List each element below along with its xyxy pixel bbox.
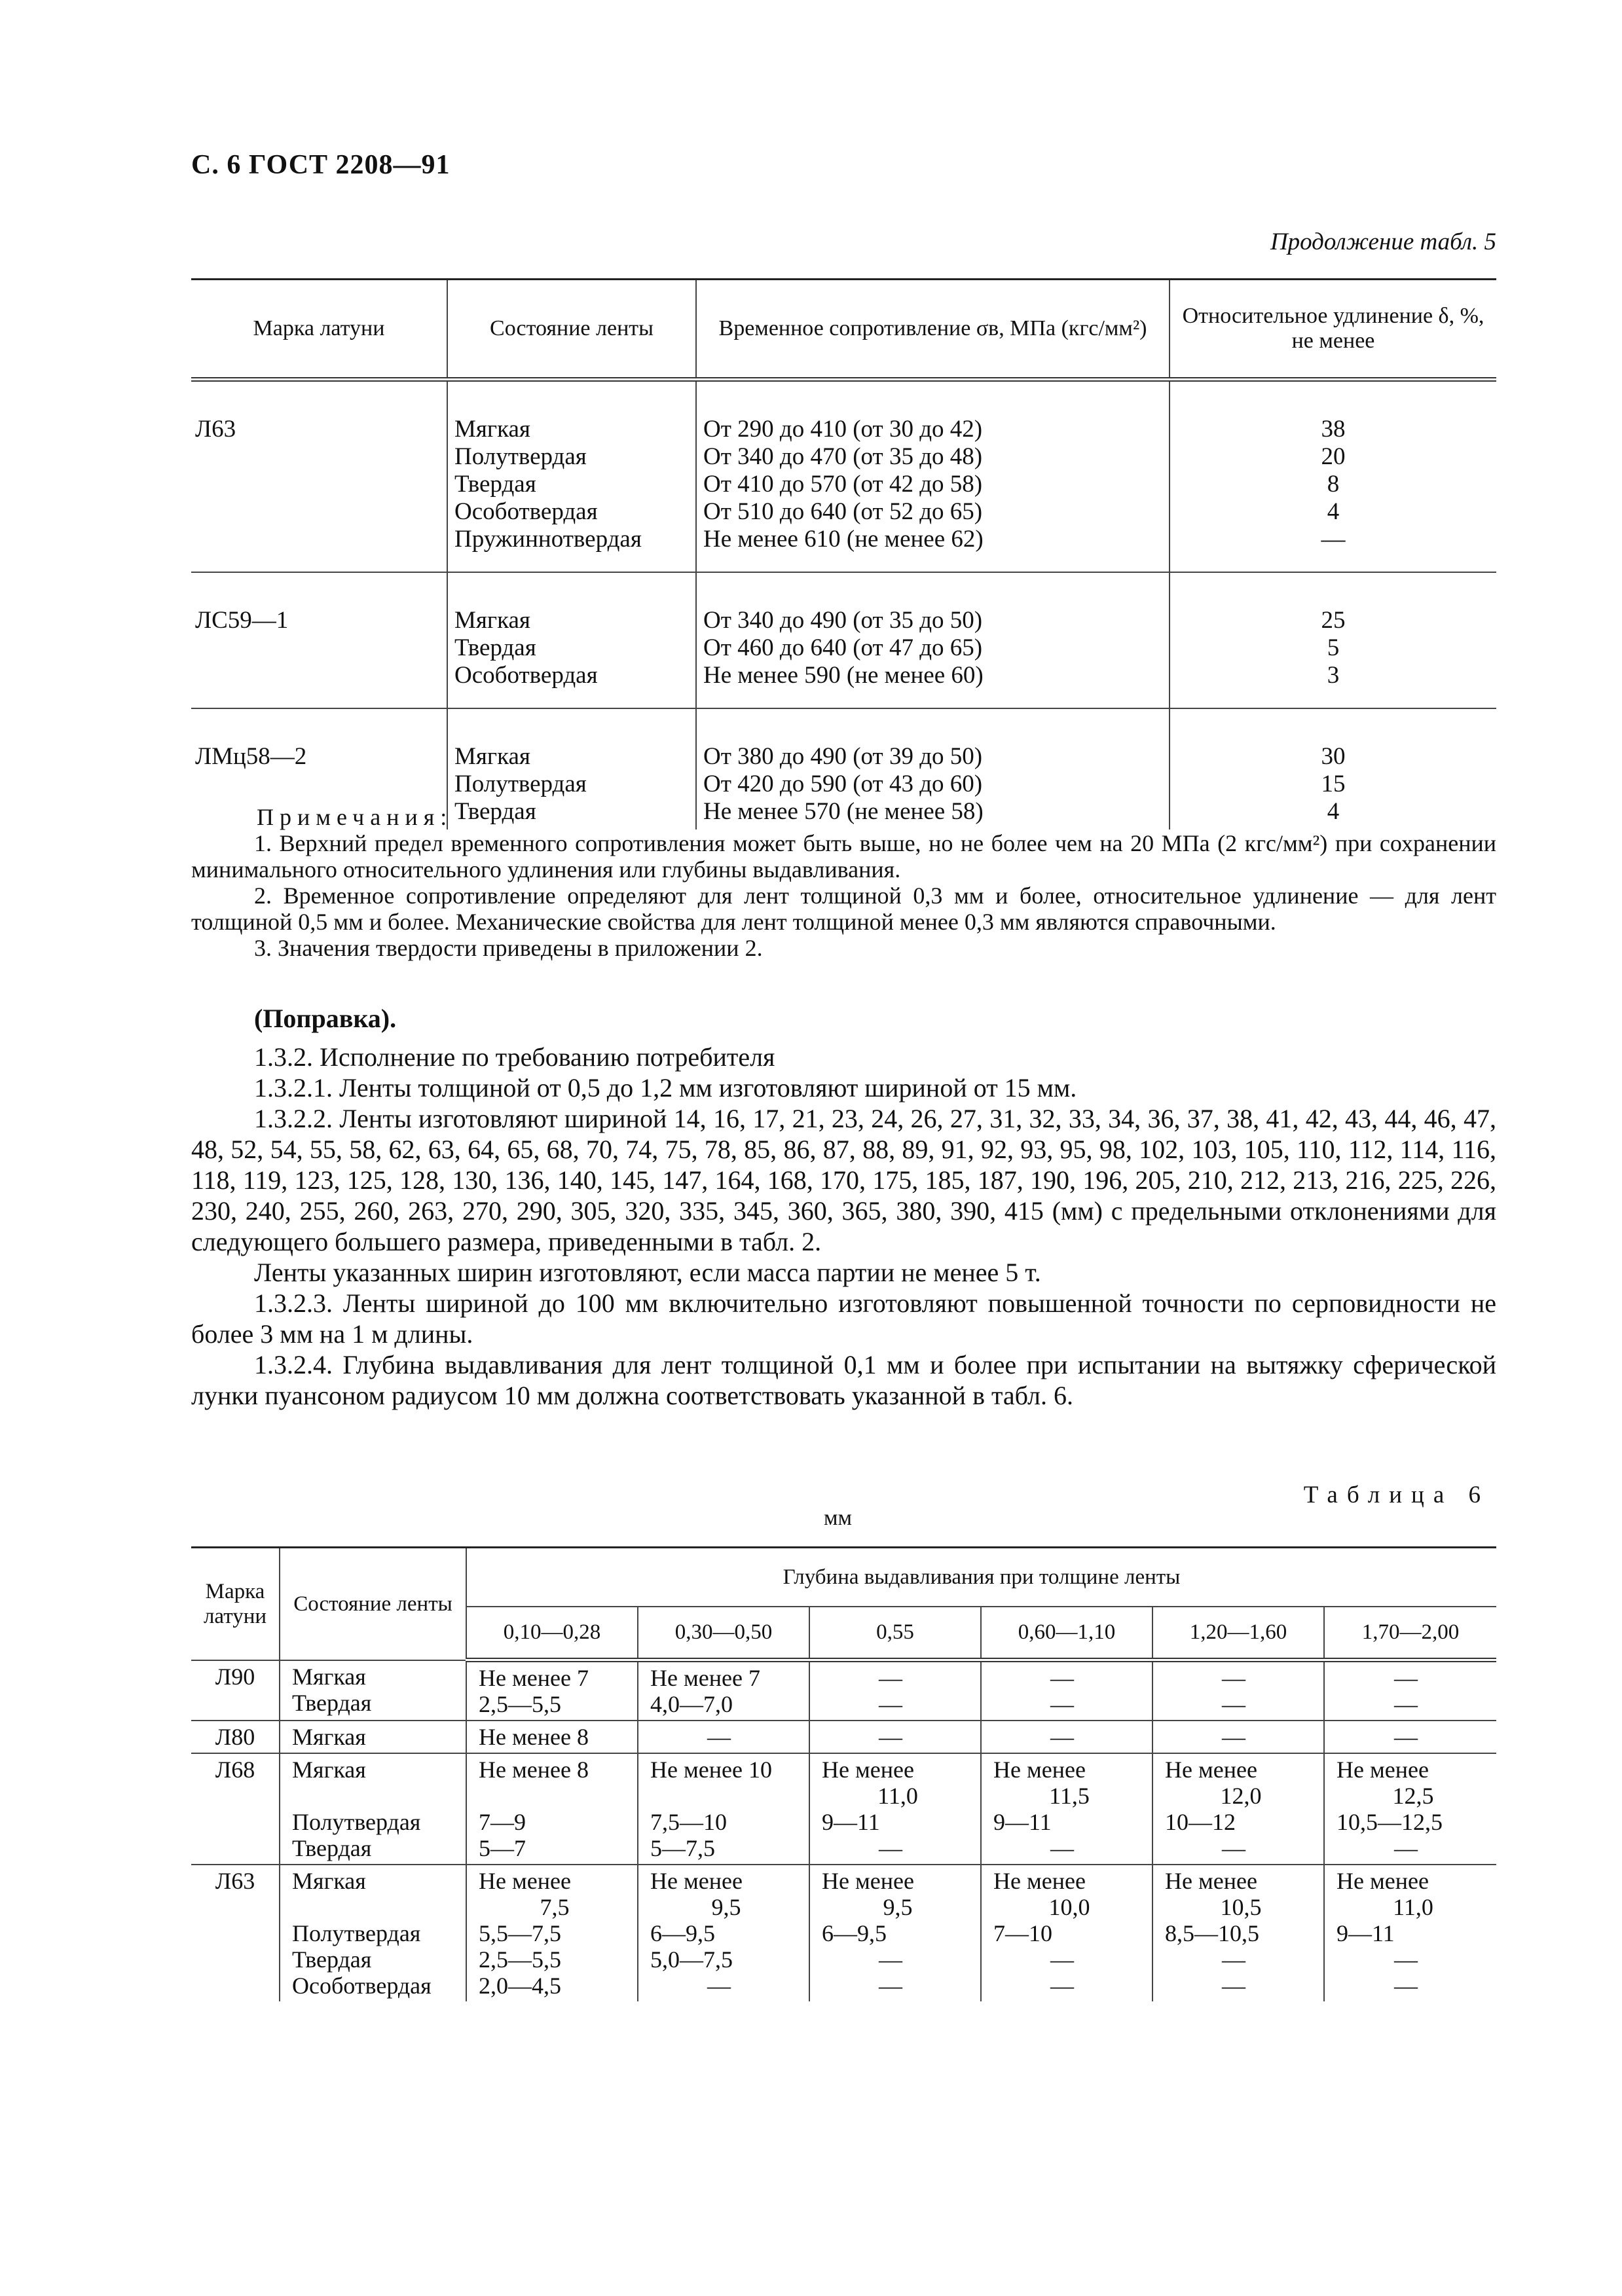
- note-item: 3. Значения твердости приведены в приложении 2.: [254, 935, 763, 961]
- notes-section: [191, 804, 1496, 961]
- depth-cell: —: [1222, 1691, 1245, 1717]
- depth-cell: 2,5—5,5: [479, 1691, 561, 1717]
- elongation-cell: 25: [1321, 607, 1346, 634]
- state-cell: Твердая: [292, 1689, 372, 1716]
- state-cell: Особотвердая: [454, 498, 598, 525]
- depth-cell: 2,5—5,5: [479, 1946, 561, 1973]
- strength-cell: От 380 до 490 (от 39 до 50): [703, 743, 983, 770]
- state-cell: Пружиннотвердая: [454, 526, 642, 553]
- header-grade: Марка латуни: [191, 280, 448, 377]
- depth-cell: 7,5: [540, 1894, 570, 1920]
- strength-cell: Не менее 590 (не менее 60): [703, 662, 984, 689]
- depth-cell: —: [1222, 1946, 1245, 1973]
- strength-cell: От 340 до 490 (от 35 до 50): [703, 607, 983, 634]
- depth-cell: —: [1050, 1691, 1074, 1717]
- table-6-unit: мм: [824, 1506, 853, 1530]
- depth-cell: —: [1050, 1946, 1074, 1973]
- depth-cell: 10,0: [1048, 1894, 1090, 1920]
- state-cell: Мягкая: [454, 743, 530, 770]
- paragraph: 1.3.2.2. Ленты изготовляют шириной 14, 16, 17, 21, 23, 24, 26, 27, 31, 32, 33, 34, 36, 37, 38, 41, 42, 43, 44, 46, 47, 48, 52, 54, 55, 58, 62, 63, 64, 65, 68, 70, 74, 75, 78, 85, 86, 87, 88, 89, 91, 92, 93, 95, 98, 102, 103, 105, 110, 112, 114, 116, 118, 119, 123, 125, 128, 130, 136, 140, 145, 147, 164, 168, 170, 175, 185, 187, 190, 196, 205, 210, 212, 213, 216, 225, 226, 230, 240, 255, 260, 263, 270, 290, 305, 320, 335, 345, 360, 365, 380, 390, 415 (мм) с предельными отклонениями для следующего большего размера, приведенными в табл. 2.: [191, 1104, 1496, 1256]
- depth-cell: 6—9,5: [822, 1920, 887, 1946]
- depth-cell: 5,0—7,5: [650, 1946, 733, 1973]
- elongation-cell: 15: [1321, 771, 1346, 797]
- depth-cell: Не менее: [650, 1868, 743, 1894]
- strength-cell: От 510 до 640 (от 52 до 65): [703, 498, 983, 525]
- grade-cell: ЛМц58—2: [195, 743, 307, 770]
- grade-cell: ЛС59—1: [195, 607, 289, 634]
- header-state: Состояние ленты: [280, 1548, 466, 1660]
- table-6: [191, 1546, 1496, 2001]
- depth-cell: 11,0: [1393, 1894, 1433, 1920]
- elongation-cell: 38: [1321, 416, 1346, 443]
- depth-cell: 7—10: [993, 1920, 1052, 1946]
- note-item: 1. Верхний предел временного сопротивления может быть выше, но не более чем на 20 МПа (2 кгс/мм²) при сохранении минимального относительного удлинения или глубины выдавливания.: [191, 830, 1496, 883]
- depth-cell: 8,5—10,5: [1165, 1920, 1259, 1946]
- page-header: С. 6 ГОСТ 2208—91: [191, 150, 451, 180]
- paragraph: 1.3.2.4. Глубина выдавливания для лент толщиной 0,1 мм и более при испытании на вытяжку сферической лунки пуансоном радиусом 10 мм должна соответствовать указанной в табл. 6.: [191, 1350, 1496, 1410]
- notes-title: Примечания:: [257, 804, 453, 830]
- elongation-cell: 5: [1327, 634, 1340, 661]
- depth-cell: 11,0: [877, 1783, 918, 1809]
- depth-cell: Не менее: [822, 1757, 914, 1783]
- depth-cell: Не менее 10: [650, 1757, 772, 1783]
- state-cell: Твердая: [292, 1946, 372, 1973]
- depth-cell: 7,5—10: [650, 1809, 727, 1835]
- header-thickness: 0,60—1,10: [981, 1607, 1152, 1660]
- header-thickness: 1,20—1,60: [1152, 1607, 1324, 1660]
- depth-cell: —: [879, 1835, 902, 1861]
- depth-cell: Не менее: [1336, 1757, 1429, 1783]
- depth-cell: —: [879, 1973, 902, 1999]
- state-cell: Мягкая: [454, 416, 530, 443]
- state-cell: Твердая: [454, 471, 536, 498]
- depth-cell: —: [879, 1665, 902, 1691]
- depth-cell: 10—12: [1165, 1809, 1236, 1835]
- note-item: 2. Временное сопротивление определяют для лент толщиной 0,3 мм и более, относительное удлинение — для лент толщиной 0,5 мм и более. Механические свойства для лент толщиной менее 0,3 мм являются справочными.: [191, 883, 1496, 935]
- depth-cell: 2,0—4,5: [479, 1973, 561, 1999]
- depth-cell: —: [707, 1973, 731, 1999]
- paragraph: Ленты указанных ширин изготовляют, если масса партии не менее 5 т.: [254, 1258, 1041, 1287]
- depth-cell: —: [879, 1946, 902, 1973]
- depth-cell: Не менее: [1336, 1868, 1429, 1894]
- strength-cell: От 460 до 640 (от 47 до 65): [703, 634, 983, 661]
- correction-note: (Поправка).: [254, 1004, 397, 1033]
- header-thickness: 1,70—2,00: [1324, 1607, 1496, 1660]
- state-cell: Мягкая: [454, 607, 530, 634]
- depth-cell: —: [1394, 1835, 1418, 1861]
- table-row: [191, 573, 1496, 709]
- depth-cell: 5—7: [479, 1835, 526, 1861]
- paragraph: 1.3.2.3. Ленты шириной до 100 мм включительно изготовляют повышенной точности по серповидности не более 3 мм на 1 м длины.: [191, 1288, 1496, 1349]
- grade-cell: Л80: [215, 1724, 255, 1750]
- state-cell: Полутвердая: [454, 443, 587, 470]
- header-thickness: 0,55: [809, 1607, 981, 1660]
- depth-cell: —: [1394, 1665, 1418, 1691]
- depth-cell: —: [879, 1724, 902, 1750]
- depth-cell: —: [1222, 1724, 1245, 1750]
- state-cell: Полутвердая: [454, 771, 587, 797]
- table-row: [191, 1660, 1496, 1721]
- state-cell: Мягкая: [292, 1663, 366, 1690]
- table-row: [191, 1865, 1496, 2001]
- depth-cell: —: [1394, 1946, 1418, 1973]
- depth-cell: 5—7,5: [650, 1835, 715, 1861]
- depth-cell: —: [1050, 1973, 1074, 1999]
- depth-cell: 12,5: [1392, 1783, 1434, 1809]
- state-cell: Мягкая: [292, 1868, 366, 1894]
- grade-cell: Л90: [215, 1663, 255, 1690]
- elongation-cell: —: [1321, 526, 1346, 553]
- state-cell: Полутвердая: [292, 1920, 421, 1946]
- table-row: [191, 1753, 1496, 1865]
- depth-cell: 9,5: [711, 1894, 741, 1920]
- depth-cell: 6—9,5: [650, 1920, 715, 1946]
- depth-cell: —: [1050, 1665, 1074, 1691]
- depth-cell: Не менее 8: [479, 1757, 589, 1783]
- paragraph: 1.3.2. Исполнение по требованию потребителя: [254, 1042, 775, 1072]
- header-strength: Временное сопротивление σв, МПа (кгс/мм²): [697, 280, 1170, 377]
- state-cell: Особотвердая: [454, 662, 598, 689]
- depth-cell: 5,5—7,5: [479, 1920, 561, 1946]
- table-continuation-label: Продолжение табл. 5: [1270, 228, 1496, 255]
- depth-cell: —: [1222, 1973, 1245, 1999]
- header-grade: Марка латуни: [191, 1548, 280, 1660]
- depth-cell: 9—11: [1336, 1920, 1395, 1946]
- strength-cell: От 420 до 590 (от 43 до 60): [703, 771, 983, 797]
- depth-cell: 11,5: [1049, 1783, 1090, 1809]
- strength-cell: От 340 до 470 (от 35 до 48): [703, 443, 983, 470]
- depth-cell: Не менее: [822, 1868, 914, 1894]
- elongation-cell: 8: [1327, 471, 1340, 498]
- depth-cell: 10,5—12,5: [1336, 1809, 1443, 1835]
- grade-cell: Л63: [195, 416, 236, 443]
- table-row: [191, 1721, 1496, 1753]
- table-6-title: Таблица 6: [1303, 1482, 1490, 1508]
- depth-cell: Не менее 7: [479, 1665, 589, 1691]
- depth-cell: Не менее: [1165, 1757, 1257, 1783]
- state-cell: Твердая: [454, 634, 536, 661]
- grade-cell: Л68: [215, 1757, 255, 1783]
- strength-cell: От 290 до 410 (от 30 до 42): [703, 416, 983, 443]
- state-cell: Мягкая: [292, 1724, 366, 1750]
- depth-cell: Не менее: [479, 1868, 571, 1894]
- depth-cell: —: [1394, 1973, 1418, 1999]
- table-5-header: [191, 278, 1496, 382]
- elongation-cell: 3: [1327, 662, 1340, 689]
- header-thickness: 0,30—0,50: [638, 1607, 809, 1660]
- header-elongation: Относительное удлинение δ, %, не менее: [1182, 304, 1484, 353]
- grade-cell: Л63: [215, 1868, 255, 1894]
- strength-cell: Не менее 570 (не менее 58): [703, 798, 984, 825]
- depth-cell: 9,5: [883, 1894, 913, 1920]
- state-cell: Твердая: [292, 1835, 372, 1861]
- elongation-cell: 20: [1321, 443, 1346, 470]
- header-state: Состояние ленты: [448, 280, 697, 377]
- elongation-cell: 30: [1321, 743, 1346, 770]
- elongation-cell: 4: [1327, 498, 1340, 525]
- depth-cell: —: [1222, 1835, 1245, 1861]
- depth-cell: —: [1394, 1691, 1418, 1717]
- depth-cell: —: [707, 1724, 731, 1750]
- header-depth: Глубина выдавливания при толщине ленты: [466, 1548, 1496, 1607]
- state-cell: Особотвердая: [292, 1973, 432, 1999]
- depth-cell: —: [1050, 1835, 1074, 1861]
- table-row: [191, 382, 1496, 573]
- state-cell: Мягкая: [292, 1757, 366, 1783]
- depth-cell: —: [1050, 1724, 1074, 1750]
- state-cell: Полутвердая: [292, 1809, 421, 1835]
- depth-cell: 10,5: [1220, 1894, 1262, 1920]
- depth-cell: 12,0: [1220, 1783, 1262, 1809]
- depth-cell: Не менее: [993, 1868, 1086, 1894]
- depth-cell: Не менее: [993, 1757, 1086, 1783]
- strength-cell: От 410 до 570 (от 42 до 58): [703, 471, 983, 498]
- depth-cell: 4,0—7,0: [650, 1691, 733, 1717]
- state-cell: Твердая: [454, 798, 536, 825]
- strength-cell: Не менее 610 (не менее 62): [703, 526, 984, 553]
- depth-cell: 9—11: [993, 1809, 1052, 1835]
- depth-cell: —: [1222, 1665, 1245, 1691]
- table-5: [191, 278, 1496, 829]
- depth-cell: 9—11: [822, 1809, 880, 1835]
- depth-cell: Не менее 8: [479, 1724, 589, 1750]
- header-thickness: 0,10—0,28: [466, 1607, 638, 1660]
- depth-cell: —: [1394, 1724, 1418, 1750]
- depth-cell: 7—9: [479, 1809, 526, 1835]
- body-text: [191, 1003, 1496, 1411]
- elongation-cell: 4: [1327, 798, 1340, 825]
- depth-cell: Не менее 7: [650, 1665, 760, 1691]
- depth-cell: —: [879, 1691, 902, 1717]
- depth-cell: Не менее: [1165, 1868, 1257, 1894]
- paragraph: 1.3.2.1. Ленты толщиной от 0,5 до 1,2 мм изготовляют шириной от 15 мм.: [254, 1073, 1077, 1102]
